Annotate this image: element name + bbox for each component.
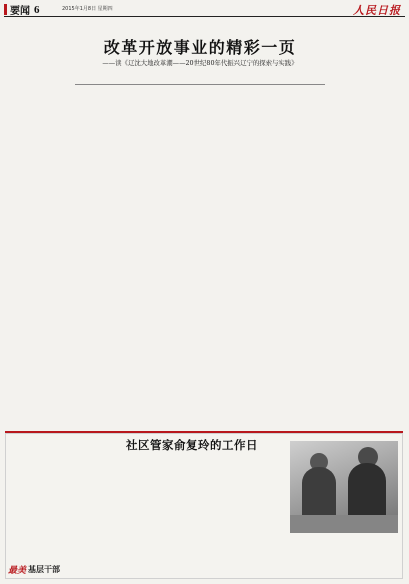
masthead	[4, 3, 405, 17]
column-label-text: 基层干部	[28, 565, 61, 574]
news-photo	[290, 441, 398, 533]
headline-divider	[75, 84, 325, 85]
column-label-accent: 最美	[8, 566, 27, 576]
section-name: 要闻	[10, 6, 30, 17]
paper-logo: 人民日报	[353, 4, 401, 17]
feature-headline: 社区管家俞复玲的工作日	[126, 438, 258, 452]
section-accent-bar	[4, 4, 7, 15]
column-label	[8, 563, 60, 576]
main-headline: 改革开放事业的精彩一页	[103, 38, 297, 57]
main-subheadline: ——读《辽沈大地改革潮——20世纪80年代振兴辽宁的探索与实践》	[102, 59, 298, 67]
page-number: 6	[34, 3, 40, 16]
section-tab	[4, 3, 40, 16]
issue-date: 2015年1月8日 星期四	[62, 6, 113, 12]
photo-counter	[290, 515, 398, 533]
